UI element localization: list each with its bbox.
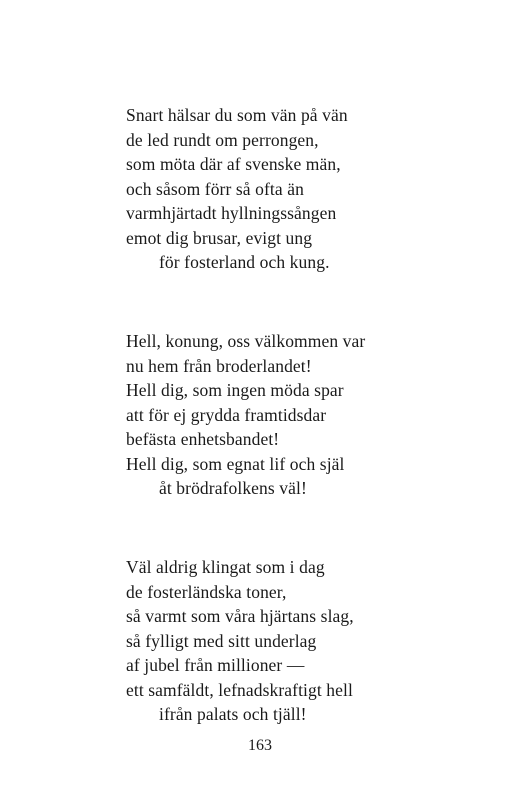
poem-line: emot dig brusar, evigt ung <box>126 227 313 248</box>
poem-line: Hell, konung, oss välkommen var <box>126 331 366 351</box>
poem-line: så varmt som våra hjärtans slag, <box>126 606 354 626</box>
stanza-1 <box>126 103 456 275</box>
poem-line: de fosterländska toner, <box>126 581 287 602</box>
poem-line-indented: åt brödrafolkens väl! <box>159 478 307 498</box>
poem-line: Snart hälsar du som vän på vän <box>126 105 348 125</box>
poem-line: Väl aldrig klingat som i dag <box>126 557 325 577</box>
poem-line: att för ej grydda framtidsdar <box>126 404 327 425</box>
poem-line: så fylligt med sitt underlag <box>126 630 317 651</box>
poem-line: af jubel från millioner — <box>126 655 305 675</box>
poem-line: ett samfäldt, lefnadskraftigt hell <box>126 679 353 700</box>
page-number: 163 <box>248 737 272 754</box>
poem-line: Hell dig, som egnat lif och själ <box>126 453 345 474</box>
poem-line: de led rundt om perrongen, <box>126 129 319 150</box>
stanza-3 <box>126 555 456 727</box>
poem-line: befästa enhetsbandet! <box>126 429 280 449</box>
poem-line-indented: ifrån palats och tjäll! <box>159 704 307 724</box>
poem-line: nu hem från broderlandet! <box>126 355 312 376</box>
poem-line: varmhjärtadt hyllningssången <box>126 203 337 223</box>
poem-line: och såsom förr så ofta än <box>126 178 304 199</box>
poem-line: Hell dig, som ingen möda spar <box>126 380 344 400</box>
poem-line: som möta där af svenske män, <box>126 154 341 174</box>
stanza-2 <box>126 329 456 501</box>
poem-line-indented: för fosterland och kung. <box>159 252 330 272</box>
